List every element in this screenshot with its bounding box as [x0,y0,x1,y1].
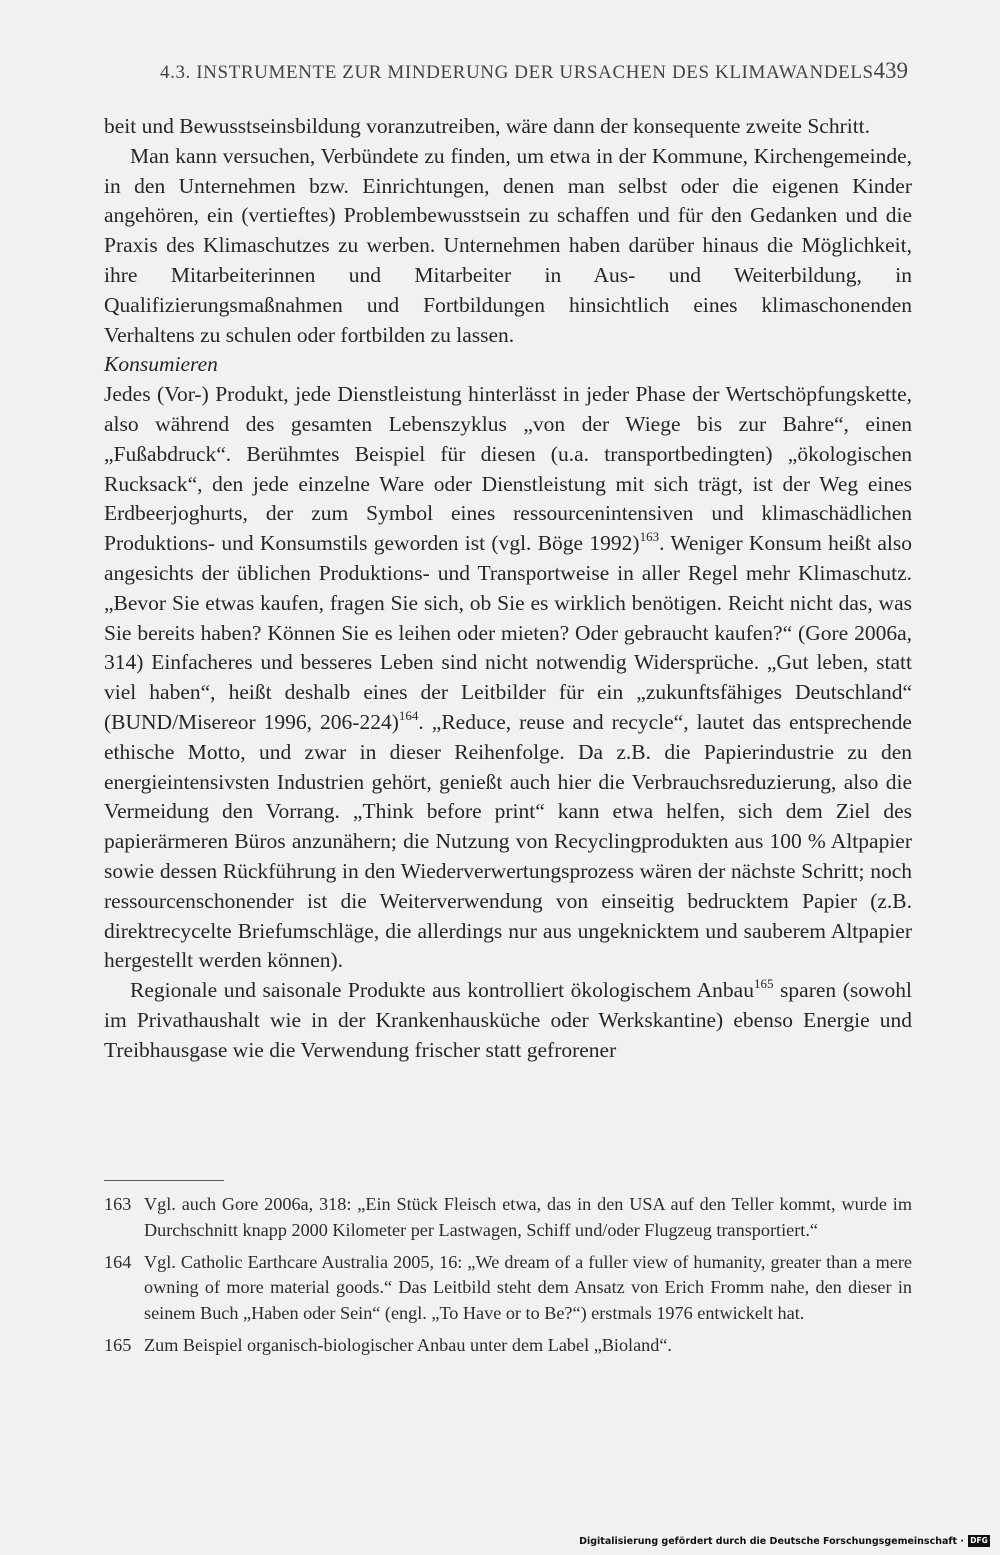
footnote-number: 163 [104,1194,132,1214]
paragraph-3-part-a: Jedes (Vor-) Produkt, jede Dienstleistung hinterlässt in jeder Phase der Wertschöpfungskette, also während des gesamten Lebenszyklus „von der Wiege bis zur Bahre“, einen „Fußabdruck“. Berühmtes Beispiel für diesen (u.a. transportbedingten) „ökologischen Rucksack“, den jede einzelne Ware oder Dienstleistung mit sich trägt, ist der Weg eines Erdbeerjoghurts, der zum Symbol eines ressourcenintensiven und klimaschädlichen Produktions- und Konsumstils geworden ist (vgl. Böge 1992) [104,382,912,556]
section-heading: Konsumieren [104,352,218,377]
credit-text: Digitalisierung gefördert durch die Deutsche Forschungsgemeinschaft · [579,1535,964,1547]
paragraph-4 [104,976,912,1065]
paragraph-4-part-b: sparen (sowohl im Privathaushalt wie in der Krankenhausküche oder Werkskantine) ebenso Energie und Treibhausgase wie die Verwendung frischer statt gefrorener [104,978,912,1062]
footnote-number: 165 [104,1334,132,1355]
paragraph-3-part-c: . „Reduce, reuse and recycle“, lautet das entsprechende ethische Motto, und zwar in dieser Reihenfolge. Da z.B. die Papierindustrie zu den energieintensivsten Industrien gehört, genießt auch hier die Verbrauchsreduzierung, also die Vermeidung den Vorrang. „Think before print“ kann etwa helfen, sich dem Ziel des papierärmeren Büros anzunähern; die Nutzung von Recyclingprodukten aus 100 % Altpapier sowie dessen Rückführung in den Wiederverwertungsprozess wären der nächste Schritt; noch ressourcenschonender ist die Weiterverwendung von einseitig bedrucktem Papier (z.B. direktrecycelte Briefumschläge, die allerdings nur aus ungeknicktem und sauberem Altpapier hergestellt werden können). [104,709,912,973]
footnote-divider [104,1180,224,1181]
footnote-163 [104,1192,912,1244]
footnote-ref-163[interactable]: 163 [639,529,660,545]
dfg-logo: DFG [968,1535,990,1547]
footnote-ref-164[interactable]: 164 [398,707,419,723]
footnote-164 [104,1250,912,1327]
paragraph-2: Man kann versuchen, Verbündete zu finden, um etwa in der Kommune, Kirchengemeinde, in den Unternehmen bzw. Einrichtungen, denen man selbst oder die eigenen Kinder angehören, ein (vertieftes) Problembewusstsein zu schaffen und für den Gedanken und die Praxis des Klimaschutzes zu werben. Unternehmen haben darüber hinaus die Möglichkeit, ihre Mitarbeiterinnen und Mitarbeiter in Aus- und Weiterbildung, in Qualifizierungsmaßnahmen und Fortbildungen hinsichtlich eines klimaschonenden Verhaltens zu schulen oder fortbilden zu lassen. [104,143,912,347]
footnote-number: 164 [104,1251,132,1272]
footnote-text: Vgl. Catholic Earthcare Australia 2005, 16: „We dream of a fuller view of humanity, greater than a mere owning of more material goods.“ Das Leitbild steht dem Ansatz von Erich Fromm nahe, den dieser in seinem Buch „Haben oder Sein“ (engl. „To Have or to Be?“) erstmals 1976 entwickelt hat. [144,1251,912,1324]
footnote-ref-165[interactable]: 165 [753,976,774,992]
chapter-title: 4.3. INSTRUMENTE ZUR MINDERUNG DER URSACHEN DES KLIMAWANDELS [160,62,874,83]
paragraph-3 [104,380,912,976]
paragraph-3-part-b: . Weniger Konsum heißt also angesichts der üblichen Produktions- und Transportweise in aller Regel mehr Klimaschutz. „Bevor Sie etwas kaufen, fragen Sie sich, ob Sie es wirklich benötigen. Reicht nicht das, was Sie bereits haben? Können Sie es leihen oder mieten? Oder gebraucht kaufen?“ (Gore 2006a, 314) Einfacheres und besseres Leben sind nicht notwendig Widersprüche. „Gut leben, statt viel haben“, heißt deshalb eines der Leitbilder für ein „zukunftsfähiges Deutschland“ (BUND/Misereor 1996, 206-224) [104,531,913,734]
body-text [104,112,912,1066]
footnote-165 [104,1333,912,1359]
paragraph-4-part-a: Regionale und saisonale Produkte aus kontrolliert ökologischem Anbau [130,978,754,1003]
page-number: 439 [873,58,908,83]
footnote-text: Zum Beispiel organisch-biologischer Anbau unter dem Label „Bioland“. [144,1334,672,1355]
footnotes [104,1192,912,1365]
footnote-text: Vgl. auch Gore 2006a, 318: „Ein Stück Fleisch etwa, das in den USA auf den Teller kommt, wurde im Durchschnitt knapp 2000 Kilometer per Lastwagen, Schiff und/oder Flugzeug transportiert.“ [144,1194,912,1240]
paragraph-1: beit und Bewusstseinsbildung voranzutreiben, wäre dann der konsequente zweite Schritt. [104,114,871,138]
digitization-credit [579,1535,990,1547]
